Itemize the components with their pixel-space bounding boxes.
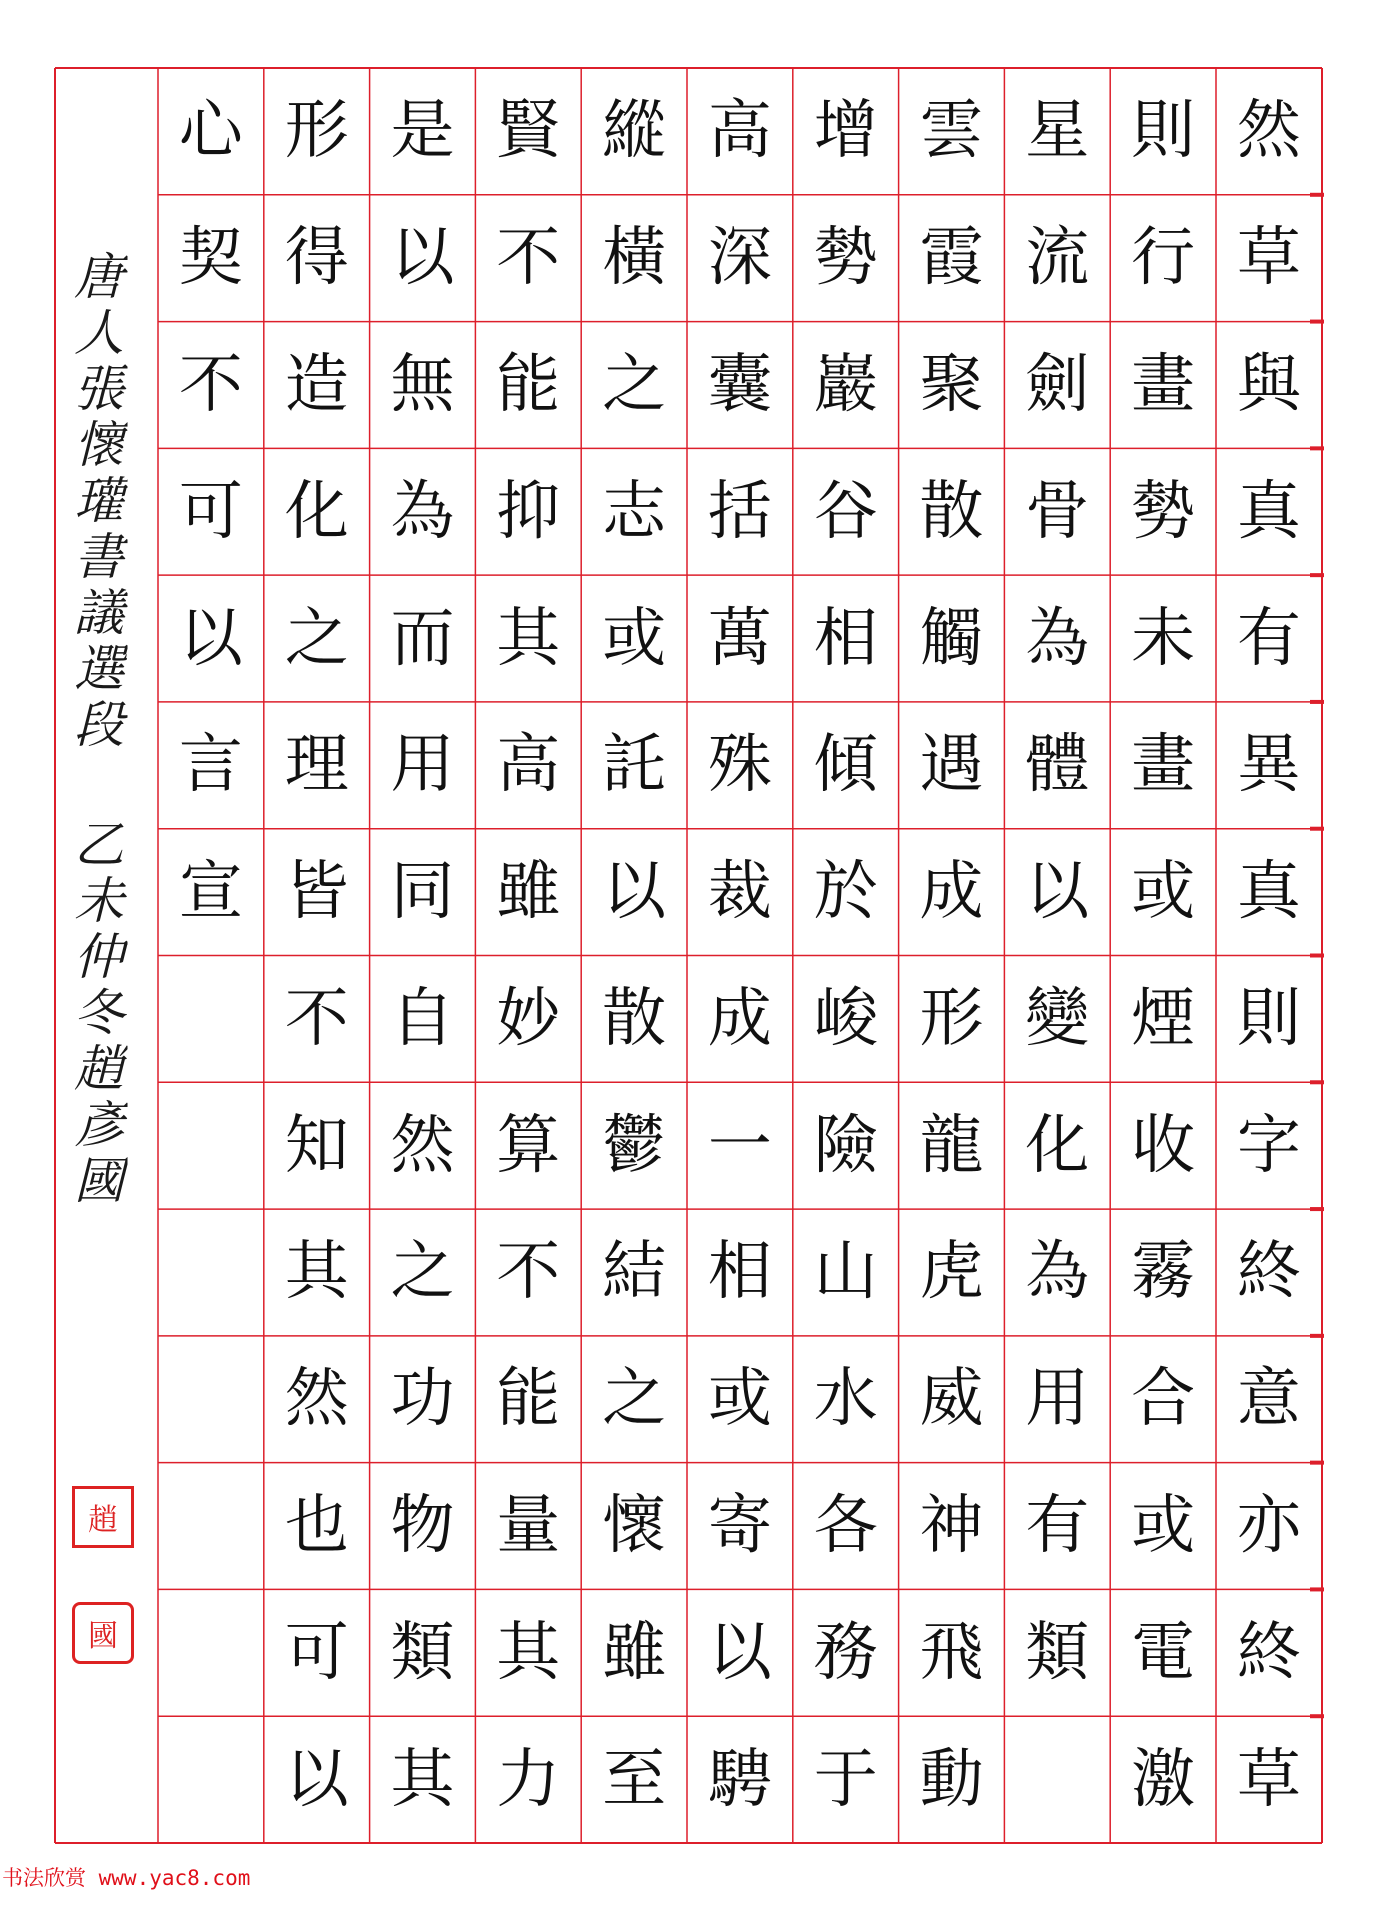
character-cell: 以 [284,1742,349,1817]
character-cell: 畫 [1131,728,1196,803]
character-cell: 橫 [602,221,667,296]
character-cell: 成 [919,855,984,930]
character-cell: 深 [707,221,772,296]
character-cell: 鬱 [602,1108,667,1183]
signature-inscription: 唐人張懷瓘書議選段 乙未仲冬趙彥國 [66,250,124,1210]
character-cell: 動 [919,1742,984,1817]
character-cell: 龍 [919,1108,984,1183]
character-cell: 殊 [707,728,772,803]
character-cell: 畫 [1131,347,1196,422]
character-cell: 其 [496,601,561,676]
character-cell: 功 [390,1362,455,1437]
character-cell: 懷 [602,1489,667,1564]
character-cell: 巖 [813,347,878,422]
character-cell: 裁 [707,855,772,930]
character-cell: 之 [284,601,349,676]
character-cell: 勢 [813,221,878,296]
character-cell: 或 [1131,1489,1196,1564]
character-cell: 雖 [602,1615,667,1690]
character-cell: 散 [602,981,667,1056]
character-cell: 是 [390,94,455,169]
character-cell: 以 [707,1615,772,1690]
character-cell: 言 [178,728,243,803]
character-cell: 為 [1025,1235,1090,1310]
character-cell: 雖 [496,855,561,930]
character-cell: 以 [178,601,243,676]
character-cell: 括 [707,474,772,549]
character-cell: 亦 [1236,1489,1301,1564]
character-cell: 同 [390,855,455,930]
character-cell: 為 [1025,601,1090,676]
character-cell: 或 [602,601,667,676]
character-cell: 一 [707,1108,772,1183]
character-cell: 與 [1236,347,1301,422]
character-cell: 心 [178,94,243,169]
character-cell: 務 [813,1615,878,1690]
character-cell: 之 [390,1235,455,1310]
character-cell: 高 [707,94,772,169]
character-cell: 造 [284,347,349,422]
character-cell: 縱 [602,94,667,169]
character-cell: 類 [1025,1615,1090,1690]
character-cell: 不 [178,347,243,422]
text-column [475,0,581,1911]
character-cell: 託 [602,728,667,803]
character-cell: 理 [284,728,349,803]
character-cell: 妙 [496,981,561,1056]
character-cell: 其 [284,1235,349,1310]
character-cell: 皆 [284,855,349,930]
character-cell: 勢 [1131,474,1196,549]
character-cell: 形 [284,94,349,169]
character-cell: 則 [1236,981,1301,1056]
character-cell: 類 [390,1615,455,1690]
character-cell: 星 [1025,94,1090,169]
character-cell: 以 [602,855,667,930]
character-cell: 然 [1236,94,1301,169]
signature-column [45,250,145,1210]
character-cell: 字 [1236,1108,1301,1183]
seal-top: 趙 [72,1486,134,1548]
character-cell: 契 [178,221,243,296]
character-cell: 谷 [813,474,878,549]
character-cell: 可 [284,1615,349,1690]
character-cell: 用 [390,728,455,803]
character-cell: 不 [284,981,349,1056]
character-cell: 草 [1236,1742,1301,1817]
character-cell: 山 [813,1235,878,1310]
character-cell: 為 [390,474,455,549]
character-cell: 高 [496,728,561,803]
character-cell: 知 [284,1108,349,1183]
character-cell: 煙 [1131,981,1196,1056]
text-column [899,0,1005,1911]
character-cell: 其 [496,1615,561,1690]
text-column [581,0,687,1911]
character-cell: 抑 [496,474,561,549]
text-column [793,0,899,1911]
character-cell: 異 [1236,728,1301,803]
character-cell: 成 [707,981,772,1056]
text-column [158,0,264,1911]
character-cell: 草 [1236,221,1301,296]
character-cell: 增 [813,94,878,169]
character-cell: 萬 [707,601,772,676]
character-cell: 寄 [707,1489,772,1564]
character-cell: 也 [284,1489,349,1564]
character-cell: 真 [1236,855,1301,930]
character-cell: 用 [1025,1362,1090,1437]
character-cell: 各 [813,1489,878,1564]
character-cell: 之 [602,1362,667,1437]
character-cell: 霧 [1131,1235,1196,1310]
character-cell: 之 [602,347,667,422]
character-cell: 雲 [919,94,984,169]
character-cell: 能 [496,1362,561,1437]
character-cell: 有 [1025,1489,1090,1564]
character-cell: 有 [1236,601,1301,676]
character-cell: 囊 [707,347,772,422]
text-column [1004,0,1110,1911]
character-cell: 相 [813,601,878,676]
character-cell: 威 [919,1362,984,1437]
character-cell: 行 [1131,221,1196,296]
character-cell: 合 [1131,1362,1196,1437]
character-cell: 以 [390,221,455,296]
character-cell: 而 [390,601,455,676]
character-cell: 虎 [919,1235,984,1310]
seal-bottom: 國 [72,1602,134,1664]
character-cell: 不 [496,1235,561,1310]
character-cell: 劍 [1025,347,1090,422]
character-cell: 物 [390,1489,455,1564]
character-cell: 形 [919,981,984,1056]
character-cell: 遇 [919,728,984,803]
character-cell: 險 [813,1108,878,1183]
character-cell: 得 [284,221,349,296]
character-cell: 于 [813,1742,878,1817]
character-cell: 激 [1131,1742,1196,1817]
character-cell: 算 [496,1108,561,1183]
character-cell: 意 [1236,1362,1301,1437]
footer-watermark: 书法欣赏 www.yac8.com [2,1866,251,1890]
character-cell: 量 [496,1489,561,1564]
character-cell: 或 [1131,855,1196,930]
character-cell: 自 [390,981,455,1056]
character-cell: 至 [602,1742,667,1817]
character-cell: 於 [813,855,878,930]
text-column [1216,0,1322,1911]
character-cell: 宣 [178,855,243,930]
character-cell: 志 [602,474,667,549]
character-cell: 水 [813,1362,878,1437]
character-cell: 電 [1131,1615,1196,1690]
character-cell: 力 [496,1742,561,1817]
character-cell: 骨 [1025,474,1090,549]
character-cell: 無 [390,347,455,422]
character-cell: 峻 [813,981,878,1056]
character-cell: 終 [1236,1615,1301,1690]
character-cell: 變 [1025,981,1090,1056]
character-cell: 霞 [919,221,984,296]
character-cell: 或 [707,1362,772,1437]
character-cell: 未 [1131,601,1196,676]
character-cell: 不 [496,221,561,296]
character-cell: 騁 [707,1742,772,1817]
character-cell: 以 [1025,855,1090,930]
character-cell: 然 [390,1108,455,1183]
character-cell: 賢 [496,94,561,169]
text-column [264,0,370,1911]
text-column [370,0,476,1911]
character-cell: 化 [1025,1108,1090,1183]
character-cell: 結 [602,1235,667,1310]
character-cell: 神 [919,1489,984,1564]
character-cell: 飛 [919,1615,984,1690]
character-cell: 散 [919,474,984,549]
character-cell: 真 [1236,474,1301,549]
character-cell: 其 [390,1742,455,1817]
character-cell: 觸 [919,601,984,676]
character-cell: 體 [1025,728,1090,803]
character-cell: 可 [178,474,243,549]
character-cell: 化 [284,474,349,549]
character-cell: 相 [707,1235,772,1310]
character-cell: 終 [1236,1235,1301,1310]
character-cell: 收 [1131,1108,1196,1183]
text-column [1110,0,1216,1911]
character-cell: 流 [1025,221,1090,296]
character-cell: 傾 [813,728,878,803]
character-cell: 能 [496,347,561,422]
text-column [687,0,793,1911]
character-cell: 則 [1131,94,1196,169]
character-cell: 聚 [919,347,984,422]
character-cell: 然 [284,1362,349,1437]
